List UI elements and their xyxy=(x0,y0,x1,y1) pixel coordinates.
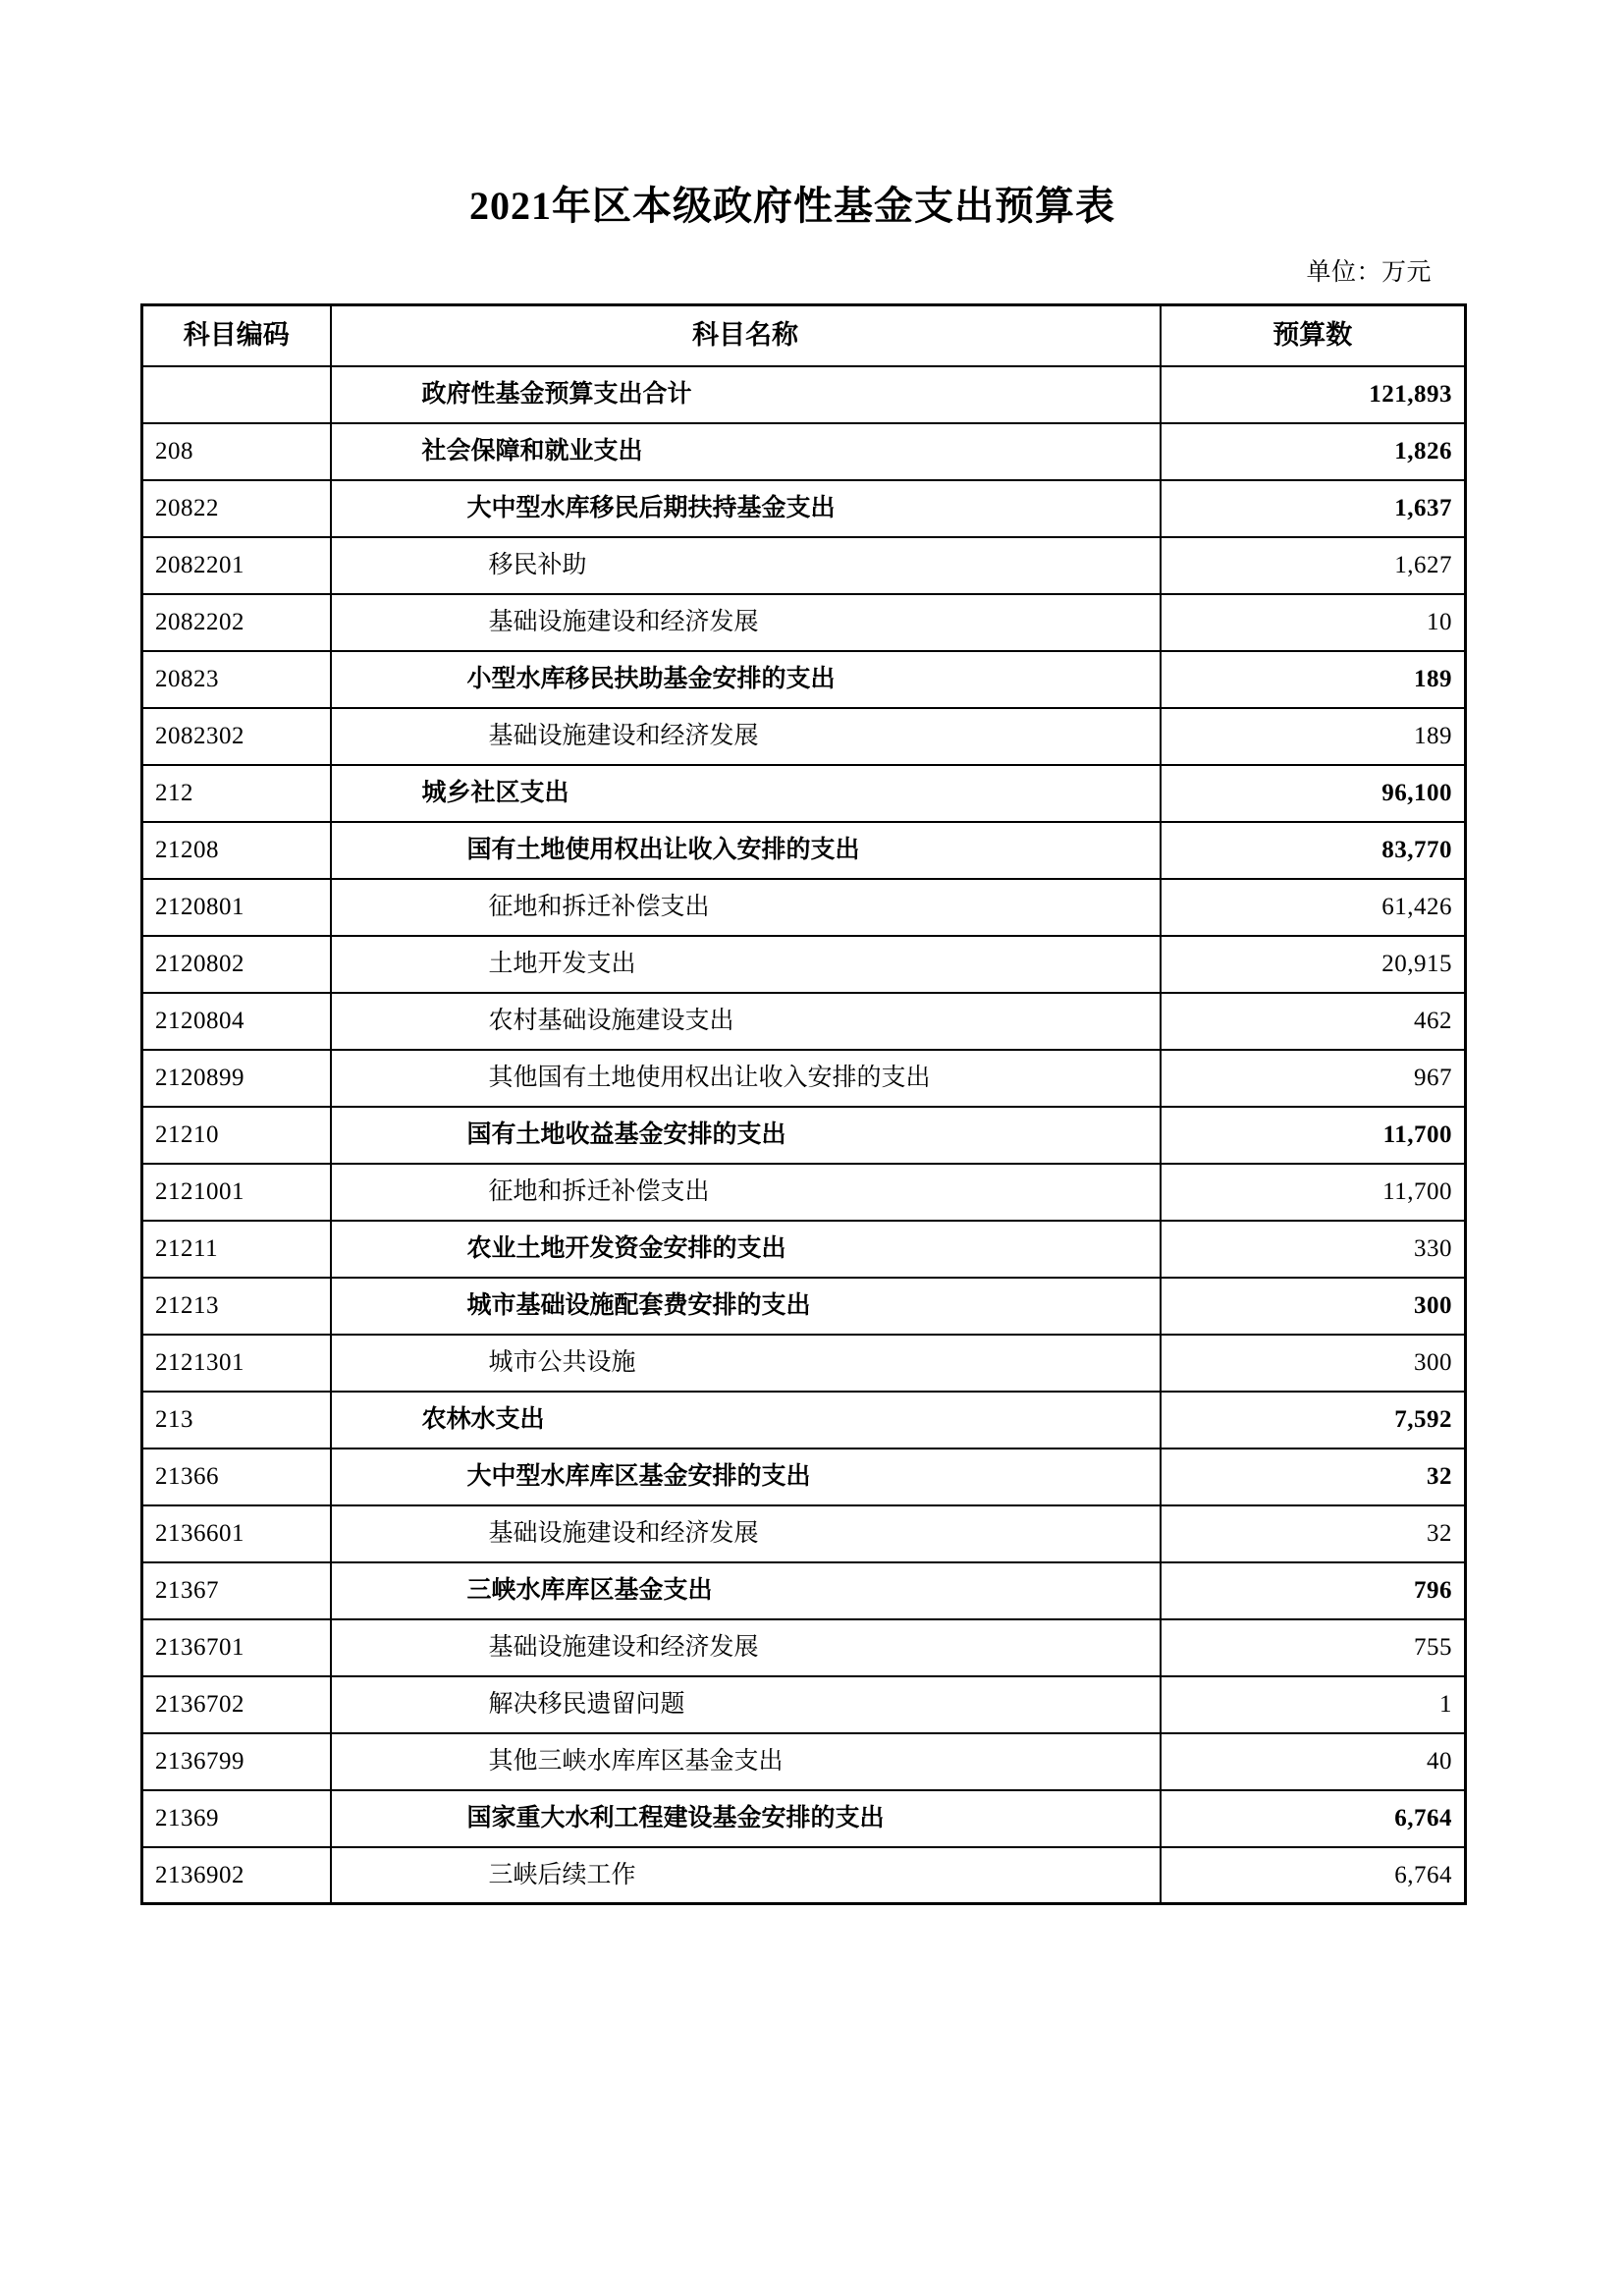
cell-subject-code: 2082202 xyxy=(142,594,331,651)
cell-subject-code: 21208 xyxy=(142,822,331,879)
cell-subject-name: 城乡社区支出 xyxy=(331,765,1161,822)
cell-subject-code: 20822 xyxy=(142,480,331,537)
cell-subject-name: 其他三峡水库库区基金支出 xyxy=(331,1733,1161,1790)
table-row xyxy=(142,480,1466,537)
cell-subject-code: 212 xyxy=(142,765,331,822)
cell-budget-amount: 20,915 xyxy=(1161,936,1466,993)
cell-budget-amount: 1,826 xyxy=(1161,423,1466,480)
table-row xyxy=(142,1847,1466,1904)
cell-budget-amount: 83,770 xyxy=(1161,822,1466,879)
table-row xyxy=(142,1221,1466,1278)
cell-subject-name: 农业土地开发资金安排的支出 xyxy=(331,1221,1161,1278)
cell-budget-amount: 61,426 xyxy=(1161,879,1466,936)
cell-subject-name: 国家重大水利工程建设基金安排的支出 xyxy=(331,1790,1161,1847)
cell-budget-amount: 796 xyxy=(1161,1562,1466,1619)
table-row xyxy=(142,1505,1466,1562)
column-header-code: 科目编码 xyxy=(142,305,331,366)
cell-subject-name: 城市公共设施 xyxy=(331,1335,1161,1392)
cell-subject-code: 21213 xyxy=(142,1278,331,1335)
cell-subject-code: 21211 xyxy=(142,1221,331,1278)
cell-budget-amount: 11,700 xyxy=(1161,1107,1466,1164)
cell-budget-amount: 462 xyxy=(1161,993,1466,1050)
cell-budget-amount: 967 xyxy=(1161,1050,1466,1107)
cell-budget-amount: 32 xyxy=(1161,1449,1466,1505)
cell-budget-amount: 1,627 xyxy=(1161,537,1466,594)
table-row xyxy=(142,594,1466,651)
cell-budget-amount: 330 xyxy=(1161,1221,1466,1278)
cell-subject-code: 2120804 xyxy=(142,993,331,1050)
table-row xyxy=(142,423,1466,480)
table-row xyxy=(142,366,1466,423)
cell-subject-name: 大中型水库移民后期扶持基金支出 xyxy=(331,480,1161,537)
cell-subject-code: 2136902 xyxy=(142,1847,331,1904)
cell-budget-amount: 10 xyxy=(1161,594,1466,651)
cell-subject-code: 21367 xyxy=(142,1562,331,1619)
cell-subject-code: 2120801 xyxy=(142,879,331,936)
cell-subject-code: 2136701 xyxy=(142,1619,331,1676)
cell-subject-code: 21210 xyxy=(142,1107,331,1164)
cell-subject-name: 三峡后续工作 xyxy=(331,1847,1161,1904)
table-row xyxy=(142,1050,1466,1107)
cell-subject-name: 政府性基金预算支出合计 xyxy=(331,366,1161,423)
cell-budget-amount: 6,764 xyxy=(1161,1847,1466,1904)
cell-budget-amount: 32 xyxy=(1161,1505,1466,1562)
cell-subject-code: 208 xyxy=(142,423,331,480)
column-header-name: 科目名称 xyxy=(331,305,1161,366)
table-header-row xyxy=(142,305,1466,366)
cell-subject-code: 213 xyxy=(142,1392,331,1449)
cell-subject-name: 大中型水库库区基金安排的支出 xyxy=(331,1449,1161,1505)
cell-subject-name: 农村基础设施建设支出 xyxy=(331,993,1161,1050)
cell-budget-amount: 300 xyxy=(1161,1278,1466,1335)
cell-subject-name: 三峡水库库区基金支出 xyxy=(331,1562,1161,1619)
cell-budget-amount: 121,893 xyxy=(1161,366,1466,423)
cell-subject-name: 基础设施建设和经济发展 xyxy=(331,1619,1161,1676)
column-header-value: 预算数 xyxy=(1161,305,1466,366)
table-row xyxy=(142,1164,1466,1221)
cell-subject-name: 移民补助 xyxy=(331,537,1161,594)
cell-subject-code: 2136799 xyxy=(142,1733,331,1790)
cell-budget-amount: 1,637 xyxy=(1161,480,1466,537)
cell-subject-code xyxy=(142,366,331,423)
cell-budget-amount: 6,764 xyxy=(1161,1790,1466,1847)
cell-subject-name: 小型水库移民扶助基金安排的支出 xyxy=(331,651,1161,708)
table-row xyxy=(142,1733,1466,1790)
cell-subject-code: 2136601 xyxy=(142,1505,331,1562)
cell-budget-amount: 40 xyxy=(1161,1733,1466,1790)
table-row xyxy=(142,708,1466,765)
table-row xyxy=(142,1449,1466,1505)
cell-subject-name: 土地开发支出 xyxy=(331,936,1161,993)
table-row xyxy=(142,1619,1466,1676)
cell-budget-amount: 96,100 xyxy=(1161,765,1466,822)
cell-budget-amount: 11,700 xyxy=(1161,1164,1466,1221)
cell-budget-amount: 7,592 xyxy=(1161,1392,1466,1449)
cell-subject-name: 征地和拆迁补偿支出 xyxy=(331,1164,1161,1221)
table-row xyxy=(142,765,1466,822)
table-row xyxy=(142,537,1466,594)
cell-budget-amount: 300 xyxy=(1161,1335,1466,1392)
unit-note: 单位：万元 xyxy=(1306,259,1432,286)
cell-subject-code: 2120899 xyxy=(142,1050,331,1107)
cell-subject-name: 农林水支出 xyxy=(331,1392,1161,1449)
cell-subject-name: 城市基础设施配套费安排的支出 xyxy=(331,1278,1161,1335)
cell-subject-name: 国有土地收益基金安排的支出 xyxy=(331,1107,1161,1164)
budget-table xyxy=(140,303,1467,1905)
cell-subject-code: 20823 xyxy=(142,651,331,708)
cell-budget-amount: 189 xyxy=(1161,708,1466,765)
table-row xyxy=(142,879,1466,936)
cell-subject-code: 21369 xyxy=(142,1790,331,1847)
cell-subject-name: 基础设施建设和经济发展 xyxy=(331,594,1161,651)
table-body xyxy=(142,366,1466,1904)
cell-subject-name: 征地和拆迁补偿支出 xyxy=(331,879,1161,936)
table-row xyxy=(142,1562,1466,1619)
table-row xyxy=(142,1335,1466,1392)
cell-subject-code: 2121301 xyxy=(142,1335,331,1392)
table-row xyxy=(142,822,1466,879)
table-row xyxy=(142,1278,1466,1335)
table-row xyxy=(142,993,1466,1050)
table-row xyxy=(142,936,1466,993)
table-row xyxy=(142,1107,1466,1164)
cell-subject-name: 国有土地使用权出让收入安排的支出 xyxy=(331,822,1161,879)
cell-subject-code: 2082302 xyxy=(142,708,331,765)
table-row xyxy=(142,1676,1466,1733)
cell-budget-amount: 1 xyxy=(1161,1676,1466,1733)
cell-subject-code: 2082201 xyxy=(142,537,331,594)
cell-budget-amount: 755 xyxy=(1161,1619,1466,1676)
cell-subject-name: 其他国有土地使用权出让收入安排的支出 xyxy=(331,1050,1161,1107)
cell-subject-name: 基础设施建设和经济发展 xyxy=(331,708,1161,765)
cell-budget-amount: 189 xyxy=(1161,651,1466,708)
page-title: 2021年区本级政府性基金支出预算表 xyxy=(469,184,1115,228)
table-row xyxy=(142,651,1466,708)
cell-subject-code: 2136702 xyxy=(142,1676,331,1733)
cell-subject-name: 社会保障和就业支出 xyxy=(331,423,1161,480)
budget-table-container xyxy=(0,288,1624,1905)
table-header xyxy=(142,305,1466,366)
cell-subject-code: 2121001 xyxy=(142,1164,331,1221)
cell-subject-name: 基础设施建设和经济发展 xyxy=(331,1505,1161,1562)
cell-subject-name: 解决移民遗留问题 xyxy=(331,1676,1161,1733)
cell-subject-code: 21366 xyxy=(142,1449,331,1505)
table-row xyxy=(142,1392,1466,1449)
table-row xyxy=(142,1790,1466,1847)
cell-subject-code: 2120802 xyxy=(142,936,331,993)
